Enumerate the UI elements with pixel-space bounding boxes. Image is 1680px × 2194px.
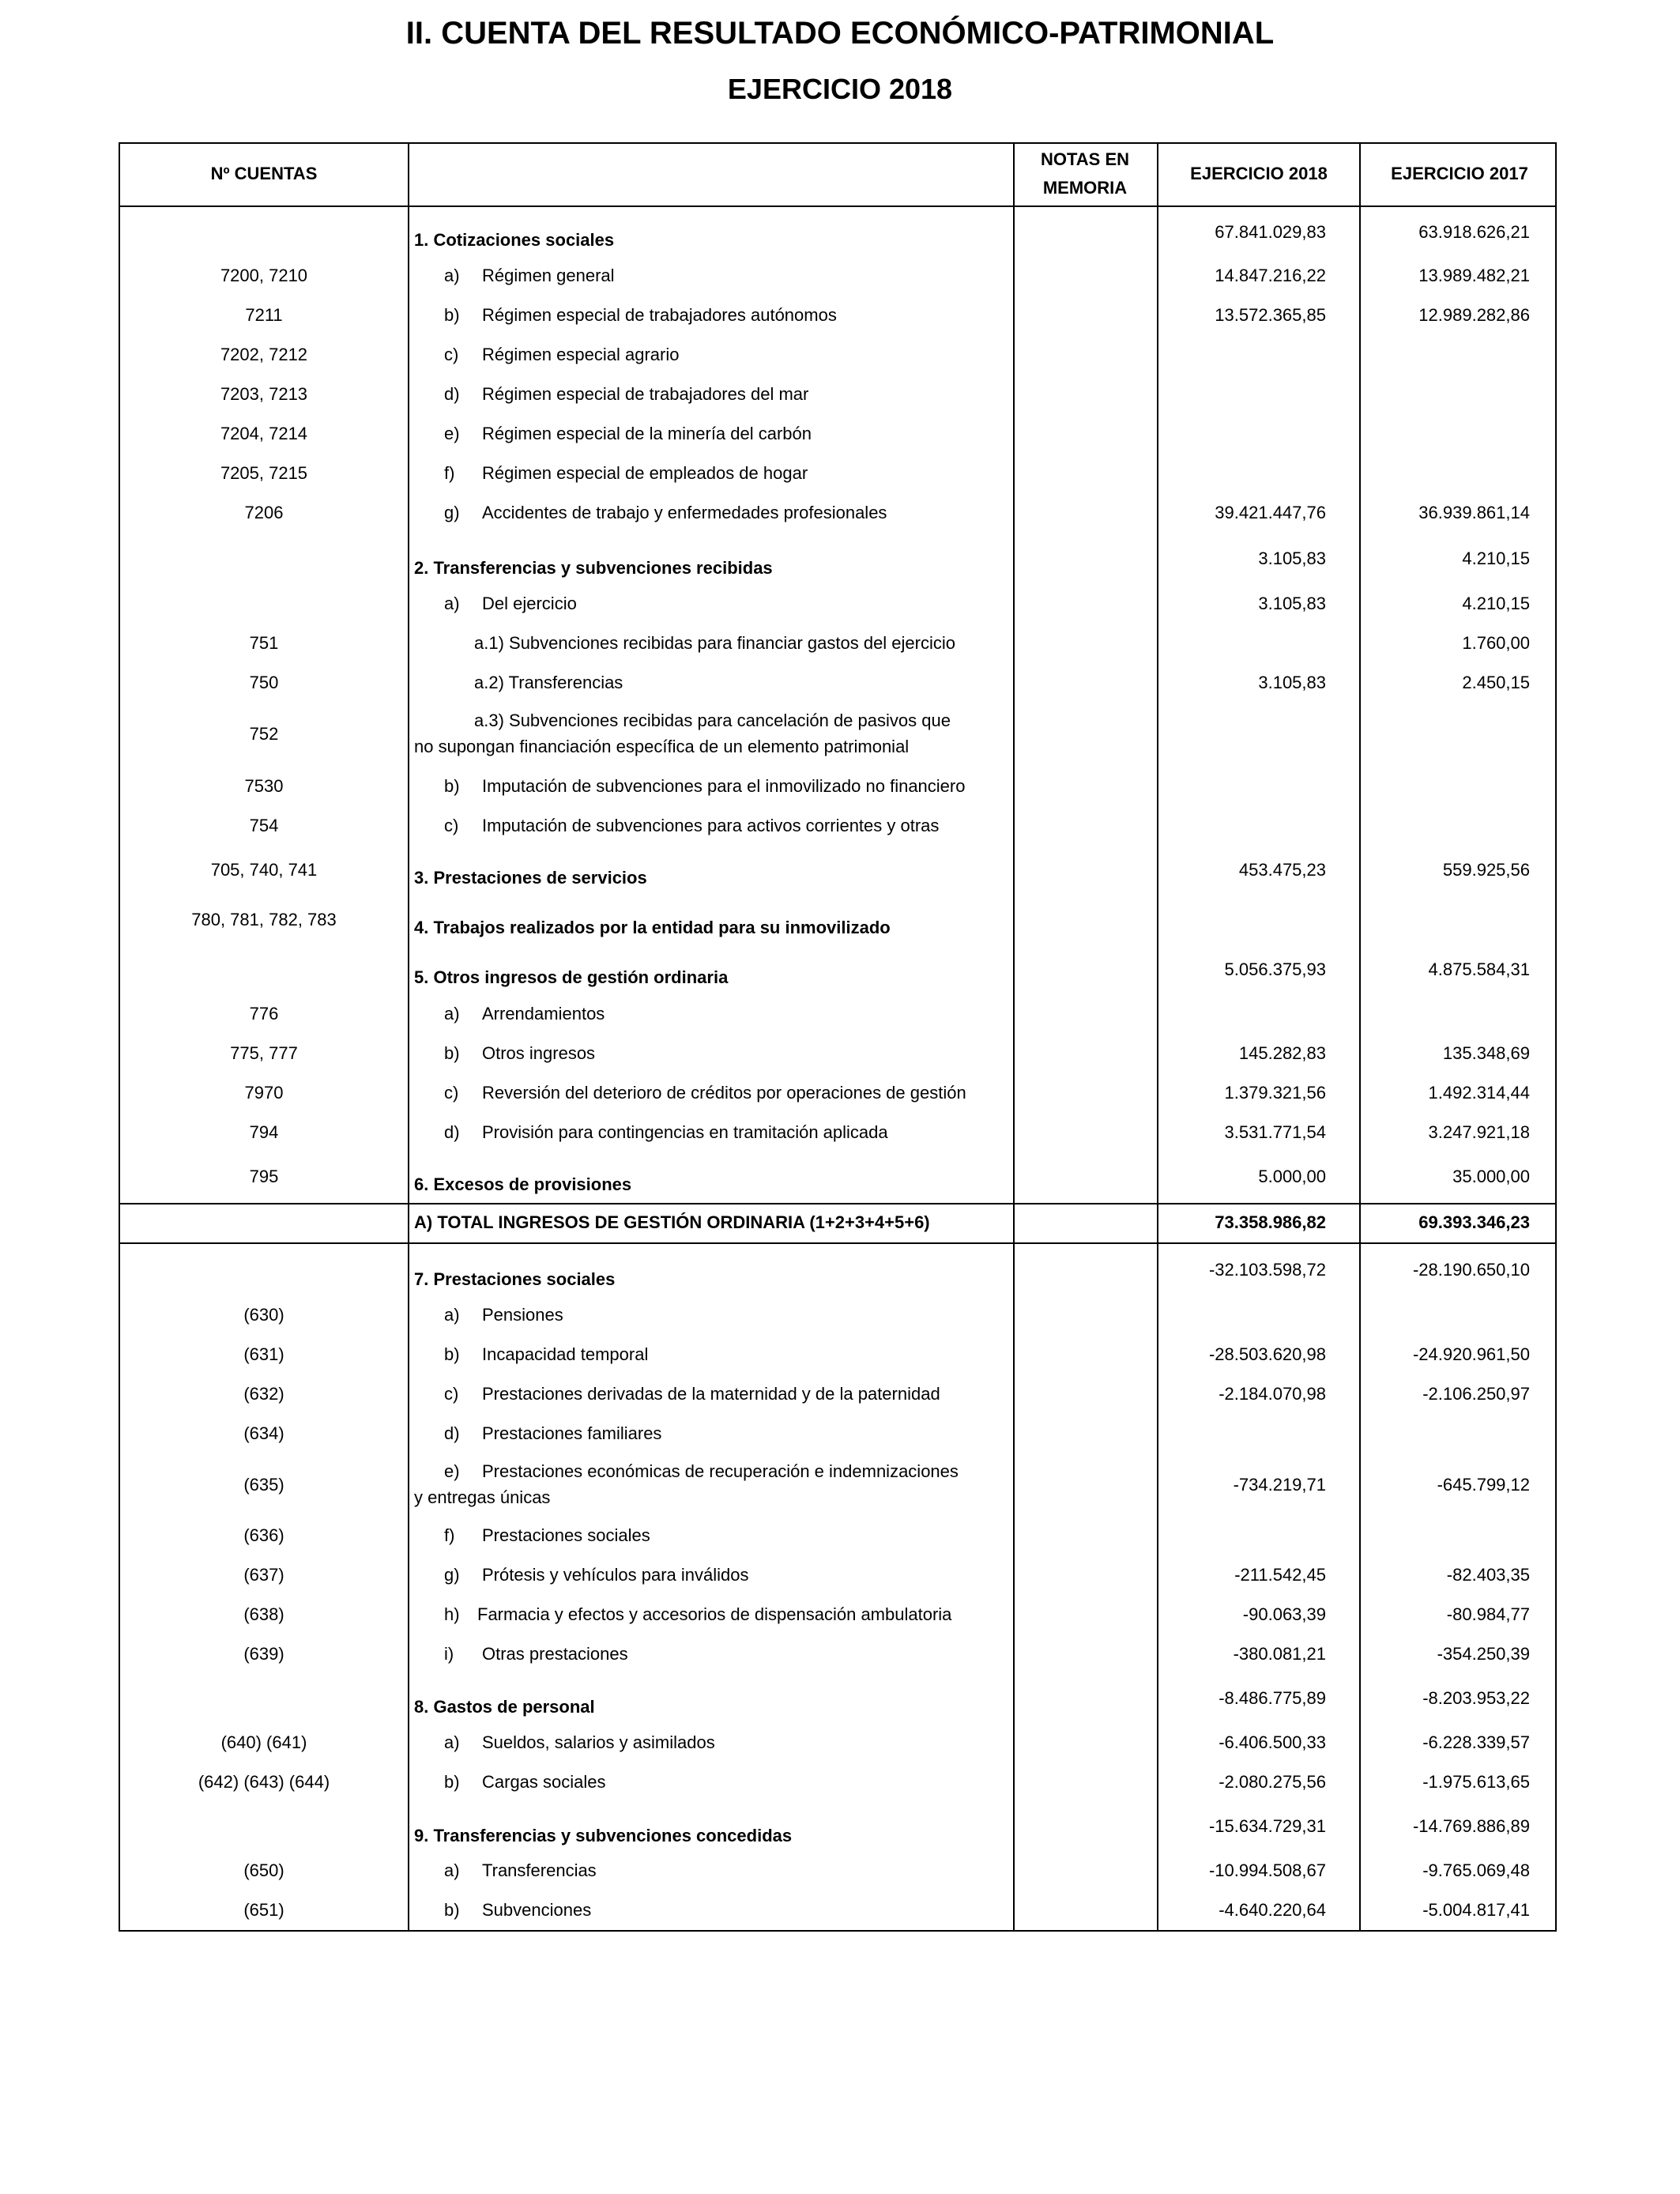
amount-2018: -28.503.620,98 [1208, 1344, 1326, 1364]
item-text: Cargas sociales [482, 1772, 606, 1792]
item-text: Sueldos, salarios y asimilados [482, 1732, 715, 1752]
item-label: b) [444, 776, 460, 796]
account-code: (632) [243, 1384, 284, 1404]
amount-2018: 5.000,00 [1258, 1167, 1326, 1186]
page-title: II. CUENTA DEL RESULTADO ECONÓMICO-PATRIMONIAL [405, 16, 1275, 51]
item-text: Régimen especial de empleados de hogar [482, 463, 808, 483]
item-text: Régimen general [482, 266, 615, 285]
line-item [444, 420, 1147, 447]
item-text: Reversión del deterioro de créditos por operaciones de gestión [482, 1083, 966, 1103]
header-accounts: Nº CUENTAS [210, 164, 318, 183]
line-item [444, 1857, 1147, 1883]
column-divider [408, 144, 409, 1930]
account-code: 7202, 7212 [220, 345, 308, 364]
amount-2017: -82.403,35 [1446, 1565, 1530, 1585]
amount-2017: 4.210,15 [1462, 594, 1530, 613]
item-text: Imputación de subvenciones para el inmovilizado no financiero [482, 776, 966, 796]
amount-2017: 2.450,15 [1462, 673, 1530, 692]
line-item [444, 499, 1147, 526]
account-code: 775, 777 [230, 1043, 298, 1063]
item-label: d) [444, 1423, 460, 1443]
amount-2017: -28.190.650,10 [1412, 1260, 1530, 1280]
amount-2018: -8.486.775,89 [1219, 1688, 1326, 1708]
account-code: (637) [243, 1565, 284, 1585]
account-code: (635) [243, 1475, 284, 1495]
item-text: Prestaciones económicas de recuperación e indemnizaciones [482, 1461, 959, 1481]
amount-2017: -1.975.613,65 [1422, 1772, 1530, 1792]
line-item [444, 262, 1147, 288]
item-text: Prestaciones derivadas de la maternidad y de la paternidad [482, 1384, 940, 1404]
amount-2018: 3.531.771,54 [1224, 1122, 1326, 1142]
account-code: 751 [249, 633, 279, 653]
item-label: h) [444, 1604, 460, 1624]
section-heading: 2. Transferencias y subvenciones recibidas [414, 558, 773, 578]
amount-2018: -211.542,45 [1234, 1565, 1326, 1585]
amount-2017: 3.247.921,18 [1428, 1122, 1530, 1142]
item-text: Imputación de subvenciones para activos corrientes y otras [482, 816, 940, 835]
item-label: b) [444, 1344, 460, 1364]
account-code: (640) (641) [220, 1732, 307, 1752]
header-year-2018: EJERCICIO 2018 [1190, 164, 1328, 183]
item-text: Prestaciones sociales [482, 1525, 650, 1545]
item-text: Incapacidad temporal [482, 1344, 649, 1364]
section-heading: 1. Cotizaciones sociales [414, 230, 615, 250]
item-label: c) [444, 816, 459, 835]
line-item [444, 341, 1147, 368]
account-code: 7203, 7213 [220, 384, 308, 404]
amount-2018: 3.105,83 [1258, 673, 1326, 692]
item-text: Otras prestaciones [482, 1644, 628, 1664]
account-code: 7206 [244, 503, 284, 522]
item-label: b) [444, 305, 460, 325]
amount-2018: 453.475,23 [1238, 860, 1326, 880]
header-divider [120, 205, 1555, 207]
section-heading: 5. Otros ingresos de gestión ordinaria [414, 967, 729, 987]
amount-2017: 36.939.861,14 [1418, 503, 1530, 522]
line-item [444, 1302, 1147, 1328]
item-label: b) [444, 1900, 460, 1920]
amount-2017: 4.875.584,31 [1428, 959, 1530, 979]
amount-2018: 39.421.447,76 [1215, 503, 1326, 522]
item-text: Régimen especial de la minería del carbón [482, 424, 812, 443]
amount-2017: 1.760,00 [1462, 633, 1530, 653]
item-label: g) [444, 503, 460, 522]
total-row-top-divider [120, 1203, 1555, 1204]
line-item [444, 1381, 1147, 1407]
account-code: (650) [243, 1860, 284, 1880]
account-code: (631) [243, 1344, 284, 1364]
total-label: A) TOTAL INGRESOS DE GESTIÓN ORDINARIA (1+2+3+4+5+6) [414, 1212, 930, 1232]
account-code: 750 [249, 673, 279, 692]
amount-2017: -645.799,12 [1437, 1475, 1530, 1495]
section-heading: 9. Transferencias y subvenciones concedidas [414, 1826, 793, 1845]
line-item [444, 1341, 1147, 1367]
amount-2018: -2.184.070,98 [1219, 1384, 1326, 1404]
line-item [444, 1729, 1147, 1755]
item-text: Prótesis y vehículos para inválidos [482, 1565, 749, 1585]
item-text: a.1) Subvenciones recibidas para financiar gastos del ejercicio [474, 633, 956, 653]
item-label: e) [444, 1461, 460, 1481]
amount-2018: -380.081,21 [1233, 1644, 1326, 1664]
total-row-bottom-divider [120, 1242, 1555, 1244]
line-item [444, 302, 1147, 328]
line-item [444, 1897, 1147, 1923]
amount-2018: 14.847.216,22 [1215, 266, 1326, 285]
item-label: i) [444, 1644, 454, 1664]
item-text: Farmacia y efectos y accesorios de dispensación ambulatoria [477, 1604, 952, 1624]
account-code: 752 [249, 724, 279, 744]
amount-2017: -14.769.886,89 [1412, 1816, 1530, 1836]
item-text: Accidentes de trabajo y enfermedades profesionales [482, 503, 887, 522]
account-code: (630) [243, 1305, 284, 1325]
section-heading: 4. Trabajos realizados por la entidad para su inmovilizado [414, 918, 891, 937]
amount-2018: -6.406.500,33 [1219, 1732, 1326, 1752]
section-heading: 3. Prestaciones de servicios [414, 868, 647, 888]
amount-2018: 3.105,83 [1258, 594, 1326, 613]
amount-2017: 4.210,15 [1462, 548, 1530, 568]
item-text-continued: y entregas únicas [414, 1487, 551, 1507]
amount-2017: 135.348,69 [1442, 1043, 1530, 1063]
item-text: Subvenciones [482, 1900, 592, 1920]
account-code: 7970 [244, 1083, 284, 1103]
amount-2017: -6.228.339,57 [1422, 1732, 1530, 1752]
amount-2017: 12.989.282,86 [1418, 305, 1530, 325]
account-code: 7211 [245, 305, 283, 325]
line-item [444, 1458, 1147, 1484]
amount-2018: -2.080.275,56 [1219, 1772, 1326, 1792]
line-item [444, 1601, 1147, 1627]
account-code: (651) [243, 1900, 284, 1920]
amount-2018: 13.572.365,85 [1215, 305, 1326, 325]
amount-2018: -4.640.220,64 [1219, 1900, 1326, 1920]
account-code: (634) [243, 1423, 284, 1443]
amount-2017: -5.004.817,41 [1422, 1900, 1530, 1920]
item-label: d) [444, 1122, 460, 1142]
item-label: f) [444, 1525, 455, 1545]
item-label: a) [444, 594, 460, 613]
amount-2018: 5.056.375,93 [1224, 959, 1326, 979]
amount-2017: -9.765.069,48 [1422, 1860, 1530, 1880]
item-label: b) [444, 1043, 460, 1063]
section-heading: 6. Excesos de provisiones [414, 1174, 632, 1194]
line-item [444, 590, 1147, 616]
amount-2018: -10.994.508,67 [1208, 1860, 1326, 1880]
item-label: a) [444, 1004, 460, 1023]
amount-2017: -8.203.953,22 [1422, 1688, 1530, 1708]
line-item [444, 1641, 1147, 1667]
line-item [444, 1420, 1147, 1446]
amount-2018: 67.841.029,83 [1215, 222, 1326, 242]
header-notes: NOTAS EN MEMORIA [1040, 149, 1130, 198]
item-label: a) [444, 1305, 460, 1325]
item-text: Régimen especial de trabajadores del mar [482, 384, 809, 404]
line-item [444, 1522, 1147, 1548]
item-text: Provisión para contingencias en tramitación aplicada [482, 1122, 888, 1142]
account-code: 795 [249, 1167, 279, 1186]
account-code: 780, 781, 782, 783 [191, 910, 337, 929]
account-code: 794 [249, 1122, 279, 1142]
account-code: 776 [249, 1004, 279, 1023]
amount-2017: 1.492.314,44 [1428, 1083, 1530, 1103]
item-label: g) [444, 1565, 460, 1585]
total-2017: 69.393.346,23 [1418, 1212, 1530, 1232]
header-year-2017: EJERCICIO 2017 [1391, 164, 1528, 183]
line-item [444, 812, 1147, 839]
account-code: 754 [249, 816, 279, 835]
amount-2018: 3.105,83 [1258, 548, 1326, 568]
amount-2018: -90.063,39 [1242, 1604, 1326, 1624]
line-item [444, 381, 1147, 407]
item-label: c) [444, 1083, 459, 1103]
amount-2017: -354.250,39 [1437, 1644, 1530, 1664]
account-code: 7530 [244, 776, 284, 796]
amount-2018: -734.219,71 [1233, 1475, 1326, 1495]
amount-2018: 145.282,83 [1238, 1043, 1326, 1063]
amount-2017: -80.984,77 [1446, 1604, 1530, 1624]
account-code: 7205, 7215 [220, 463, 308, 483]
line-item [444, 1040, 1147, 1066]
amount-2017: 35.000,00 [1452, 1167, 1530, 1186]
item-label: b) [444, 1772, 460, 1792]
item-text: Del ejercicio [482, 594, 577, 613]
line-item [444, 773, 1147, 799]
account-code: (636) [243, 1525, 284, 1545]
line-item [444, 1001, 1147, 1027]
line-item [444, 460, 1147, 486]
account-code: 705, 740, 741 [210, 860, 318, 880]
line-item [444, 1562, 1147, 1588]
amount-2017: -2.106.250,97 [1422, 1384, 1530, 1404]
account-code: (638) [243, 1604, 284, 1624]
item-text: Pensiones [482, 1305, 563, 1325]
item-label: a) [444, 1732, 460, 1752]
amount-2018: -15.634.729,31 [1208, 1816, 1326, 1836]
line-item [444, 1119, 1147, 1145]
item-label: a) [444, 1860, 460, 1880]
item-text: Régimen especial agrario [482, 345, 680, 364]
amount-2018: 1.379.321,56 [1224, 1083, 1326, 1103]
item-label: a) [444, 266, 460, 285]
item-text: Régimen especial de trabajadores autónomos [482, 305, 837, 325]
item-text: Transferencias [482, 1860, 597, 1880]
page-subtitle: EJERCICIO 2018 [727, 73, 953, 105]
total-2018: 73.358.986,82 [1215, 1212, 1326, 1232]
amount-2018: -32.103.598,72 [1208, 1260, 1326, 1280]
line-item [444, 1080, 1147, 1106]
item-text-continued: no supongan financiación específica de un elemento patrimonial [414, 737, 910, 756]
account-code: (639) [243, 1644, 284, 1664]
account-code: 7204, 7214 [220, 424, 308, 443]
section-heading: 7. Prestaciones sociales [414, 1269, 616, 1289]
item-label: f) [444, 463, 455, 483]
amount-2017: 63.918.626,21 [1418, 222, 1530, 242]
amount-2017: -24.920.961,50 [1412, 1344, 1530, 1364]
item-label: c) [444, 1384, 459, 1404]
section-heading: 8. Gastos de personal [414, 1697, 595, 1717]
item-text: Prestaciones familiares [482, 1423, 662, 1443]
item-text: a.3) Subvenciones recibidas para cancelación de pasivos que [474, 711, 951, 730]
item-text: Otros ingresos [482, 1043, 596, 1063]
item-label: d) [444, 384, 460, 404]
item-text: a.2) Transferencias [474, 673, 623, 692]
line-item [444, 1769, 1147, 1795]
item-label: e) [444, 424, 460, 443]
account-code: (642) (643) (644) [198, 1772, 330, 1792]
account-code: 7200, 7210 [220, 266, 308, 285]
amount-2017: 13.989.482,21 [1418, 266, 1530, 285]
income-statement-table [119, 142, 1557, 1932]
item-text: Arrendamientos [482, 1004, 605, 1023]
amount-2017: 559.925,56 [1442, 860, 1530, 880]
item-label: c) [444, 345, 459, 364]
